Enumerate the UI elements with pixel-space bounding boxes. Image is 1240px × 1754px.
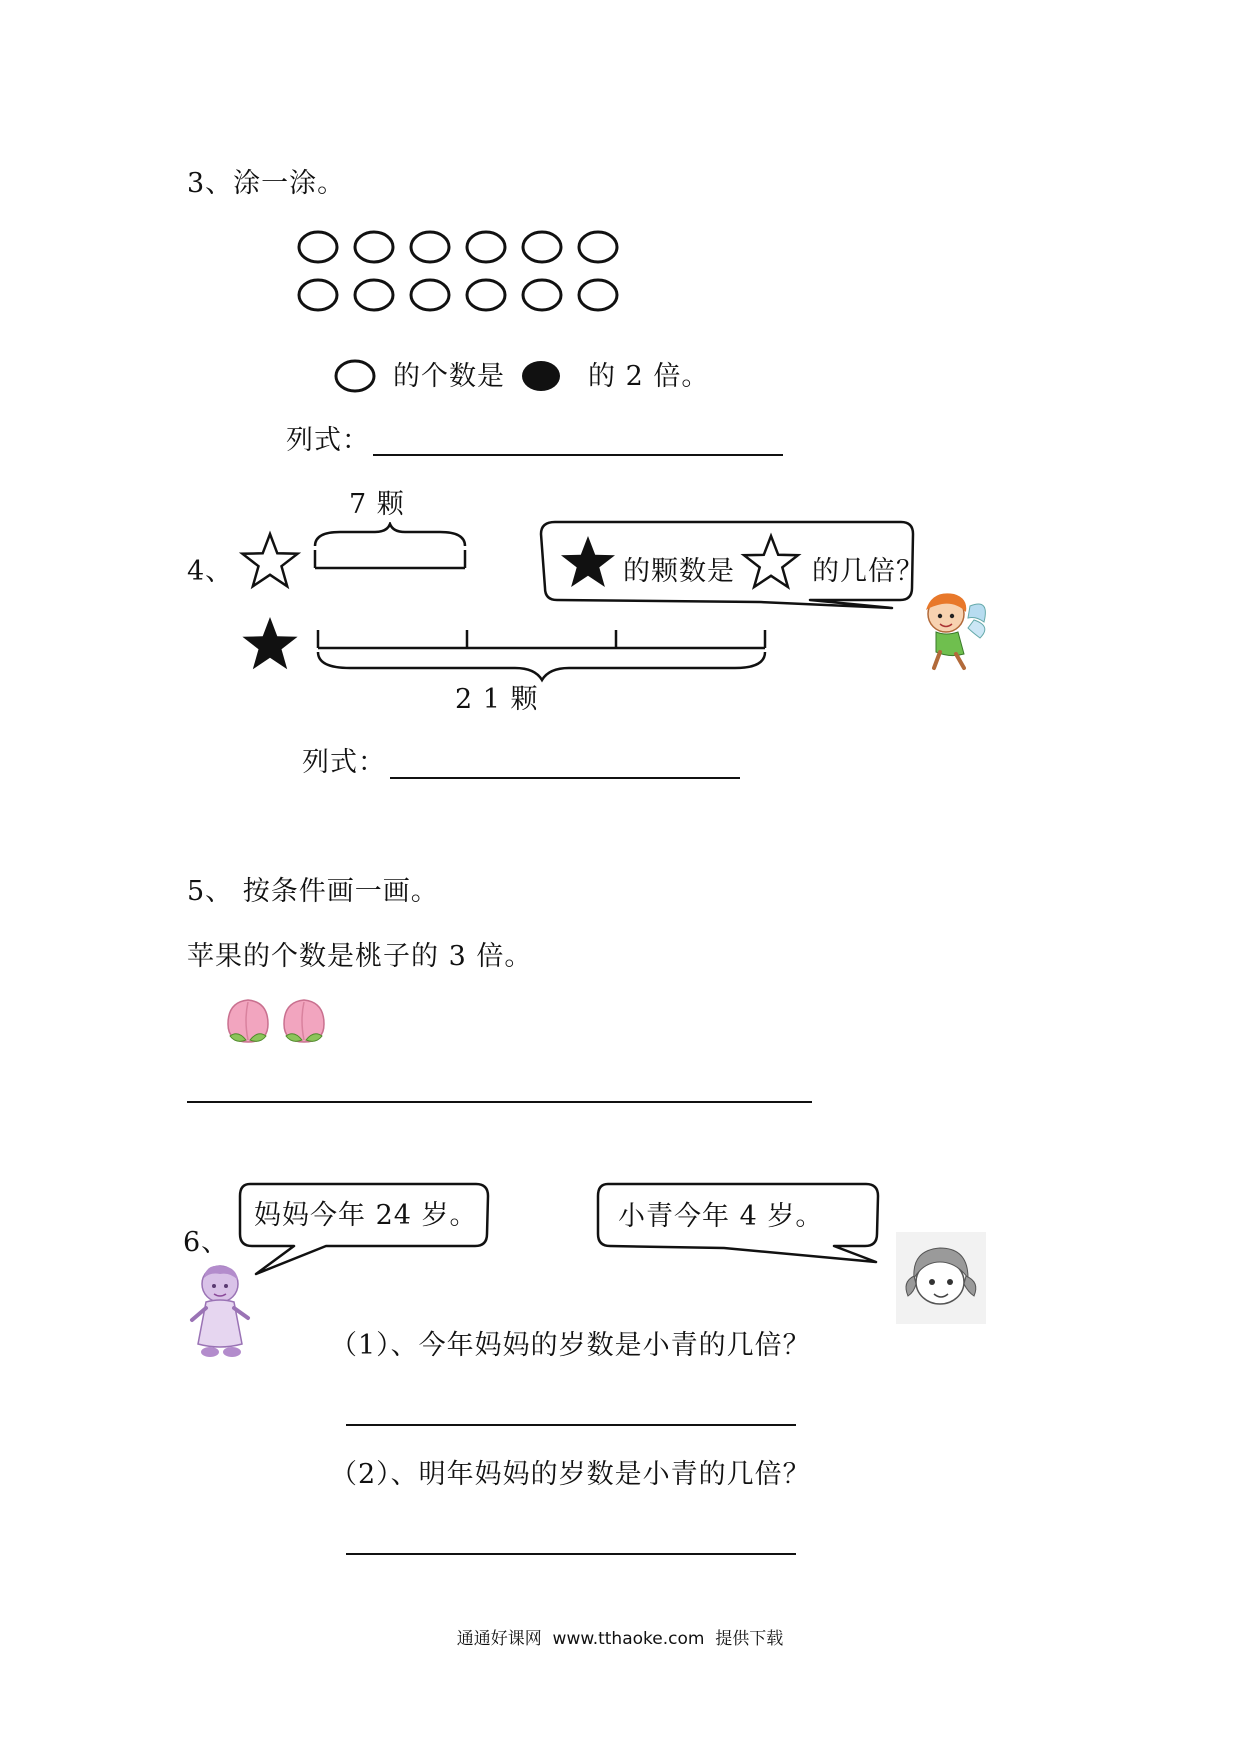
peach-icon: [278, 990, 330, 1050]
circle[interactable]: [355, 280, 393, 310]
hollow-star-icon: [238, 530, 302, 592]
q3-statement-part1: 的个数是: [393, 361, 505, 392]
q4-bottom-label: 2 1 颗: [455, 684, 539, 715]
long-segment-brace: [310, 628, 775, 684]
hollow-star-icon: [740, 532, 802, 592]
child-bubble-text: 小青今年 4 岁。: [618, 1201, 824, 1232]
filled-star-icon: [557, 532, 619, 592]
q4-answer-line[interactable]: [390, 777, 740, 779]
q3-title: 3、涂一涂。: [187, 168, 346, 199]
short-segment-brace: [310, 522, 480, 572]
circle[interactable]: [299, 280, 337, 310]
circle[interactable]: [523, 232, 561, 262]
girl-face-icon: [896, 1232, 986, 1324]
circle[interactable]: [355, 232, 393, 262]
q4-formula-label: 列式：: [302, 747, 386, 778]
q4-bubble-part2: 的几倍？: [812, 556, 924, 587]
q3-statement-part2: 的 2 倍。: [588, 361, 710, 392]
winged-girl-icon: [910, 586, 992, 672]
q3-answer-line[interactable]: [373, 454, 783, 456]
q6-question1: （1）、今年妈妈的岁数是小青的几倍？: [330, 1330, 811, 1361]
q6-number: 6、: [183, 1227, 230, 1258]
q5-drawing-line[interactable]: [187, 1101, 812, 1103]
circle-grid: [290, 225, 630, 325]
circle[interactable]: [579, 280, 617, 310]
mother-character-icon: [186, 1262, 256, 1362]
open-circle-icon: [333, 358, 377, 394]
circle[interactable]: [579, 232, 617, 262]
q4-number: 4、: [187, 556, 234, 587]
q5-condition: 苹果的个数是桃子的 3 倍。: [187, 941, 533, 972]
q6-answer-line-1[interactable]: [346, 1424, 796, 1426]
q4-top-label: 7 颗: [349, 489, 405, 520]
q5-title: 5、 按条件画一画。: [187, 876, 439, 907]
circle[interactable]: [523, 280, 561, 310]
q4-bubble-part1: 的颗数是: [623, 556, 735, 587]
filled-star-icon: [238, 613, 302, 675]
filled-circle-icon: [519, 358, 563, 394]
q3-formula-label: 列式：: [286, 425, 370, 456]
circle[interactable]: [467, 232, 505, 262]
circle[interactable]: [411, 280, 449, 310]
mother-bubble-text: 妈妈今年 24 岁。: [254, 1200, 478, 1231]
circle[interactable]: [411, 232, 449, 262]
q6-question2: （2）、明年妈妈的岁数是小青的几倍？: [330, 1459, 811, 1490]
circle[interactable]: [299, 232, 337, 262]
q6-answer-line-2[interactable]: [346, 1553, 796, 1555]
page-footer: 通通好课网 www.tthaoke.com 提供下载: [456, 1629, 784, 1649]
peach-icon: [222, 990, 274, 1050]
circle[interactable]: [467, 280, 505, 310]
